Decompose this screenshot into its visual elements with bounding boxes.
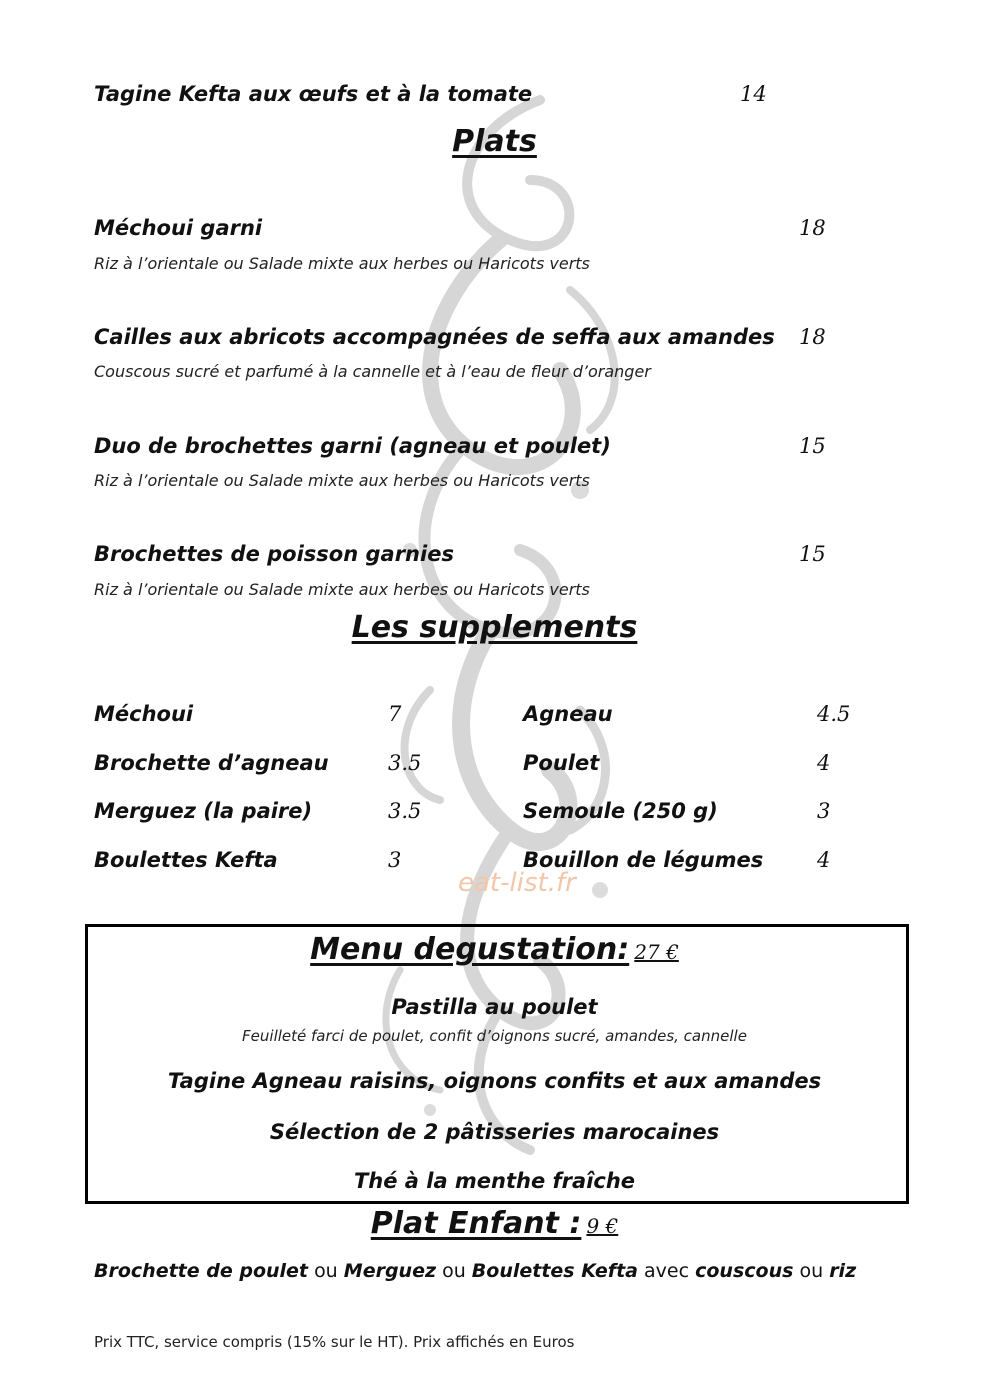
- supplement-left-price: 3: [388, 848, 402, 872]
- menu-course-4: Thé à la menthe fraîche: [353, 1169, 636, 1193]
- plat-item-price: 18: [799, 325, 826, 349]
- kid-option: riz: [829, 1260, 857, 1282]
- plat-item-desc: Riz à l’orientale ou Salade mixte aux herbes ou Haricots verts: [94, 254, 590, 273]
- supplement-left-name: Boulettes Kefta: [94, 848, 278, 872]
- kid-separator: ou: [799, 1260, 824, 1282]
- top-item-price: 14: [740, 82, 767, 106]
- supplements-heading: Les supplements: [351, 610, 638, 645]
- kid-separator: ou: [314, 1260, 338, 1282]
- top-item-name: Tagine Kefta aux œufs et à la tomate: [94, 82, 533, 106]
- plat-item-name: Cailles aux abricots accompagnées de seffa aux amandes: [94, 325, 775, 349]
- supplement-right-price: 4: [817, 848, 831, 872]
- kid-option: Merguez: [343, 1260, 437, 1282]
- footer-note: Prix TTC, service compris (15% sur le HT). Prix affichés en Euros: [94, 1333, 575, 1351]
- plat-item-name: Méchoui garni: [94, 216, 263, 240]
- menu-course-1-desc: Feuilleté farci de poulet, confit d’oignons sucré, amandes, cannelle: [242, 1027, 747, 1045]
- kid-option: Boulettes Kefta: [471, 1260, 638, 1282]
- watermark-text: eat-list.fr: [458, 868, 576, 898]
- menu-degustation-title-row: [0, 932, 989, 967]
- supplement-right-price: 4.5: [817, 702, 851, 726]
- plat-item-desc: Riz à l’orientale ou Salade mixte aux herbes ou Haricots verts: [94, 580, 590, 599]
- supplement-right-name: Bouillon de légumes: [523, 848, 764, 872]
- plat-item-price: 18: [799, 216, 826, 240]
- plat-enfant-title-row: [0, 1206, 989, 1241]
- plat-item-name: Duo de brochettes garni (agneau et poulet): [94, 434, 611, 458]
- supplement-left-price: 3.5: [388, 799, 422, 823]
- plats-heading: Plats: [452, 124, 537, 159]
- supplement-right-price: 3: [817, 799, 831, 823]
- kid-separator: ou: [442, 1260, 466, 1282]
- plat-item-name: Brochettes de poisson garnies: [94, 542, 454, 566]
- kid-option: couscous: [695, 1260, 794, 1282]
- supplement-left-name: Brochette d’agneau: [94, 751, 329, 775]
- menu-course-2: Tagine Agneau raisins, oignons confits et aux amandes: [167, 1069, 822, 1093]
- supplement-right-name: Poulet: [523, 751, 600, 775]
- menu-degustation-title: Menu degustation:: [310, 932, 630, 967]
- supplement-right-name: Agneau: [523, 702, 613, 726]
- plat-enfant-price: 9 €: [586, 1214, 619, 1238]
- plat-enfant-title: Plat Enfant :: [370, 1206, 582, 1241]
- plat-item-price: 15: [799, 542, 826, 566]
- kid-option: Brochette de poulet: [94, 1260, 309, 1282]
- supplement-left-name: Merguez (la paire): [94, 799, 313, 823]
- supplement-left-price: 7: [388, 702, 402, 726]
- supplement-left-name: Méchoui: [94, 702, 194, 726]
- kid-separator: avec: [644, 1260, 690, 1282]
- menu-course-3: Sélection de 2 pâtisseries marocaines: [269, 1120, 720, 1144]
- supplement-right-name: Semoule (250 g): [523, 799, 718, 823]
- menu-degustation-price: 27 €: [634, 940, 679, 964]
- plat-item-desc: Couscous sucré et parfumé à la cannelle et à l’eau de fleur d’oranger: [94, 362, 651, 381]
- menu-course-1: Pastilla au poulet: [391, 995, 598, 1019]
- plat-item-price: 15: [799, 434, 826, 458]
- plat-item-desc: Riz à l’orientale ou Salade mixte aux herbes ou Haricots verts: [94, 471, 590, 490]
- supplement-left-price: 3.5: [388, 751, 422, 775]
- supplement-right-price: 4: [817, 751, 831, 775]
- plat-enfant-options: [94, 1260, 856, 1282]
